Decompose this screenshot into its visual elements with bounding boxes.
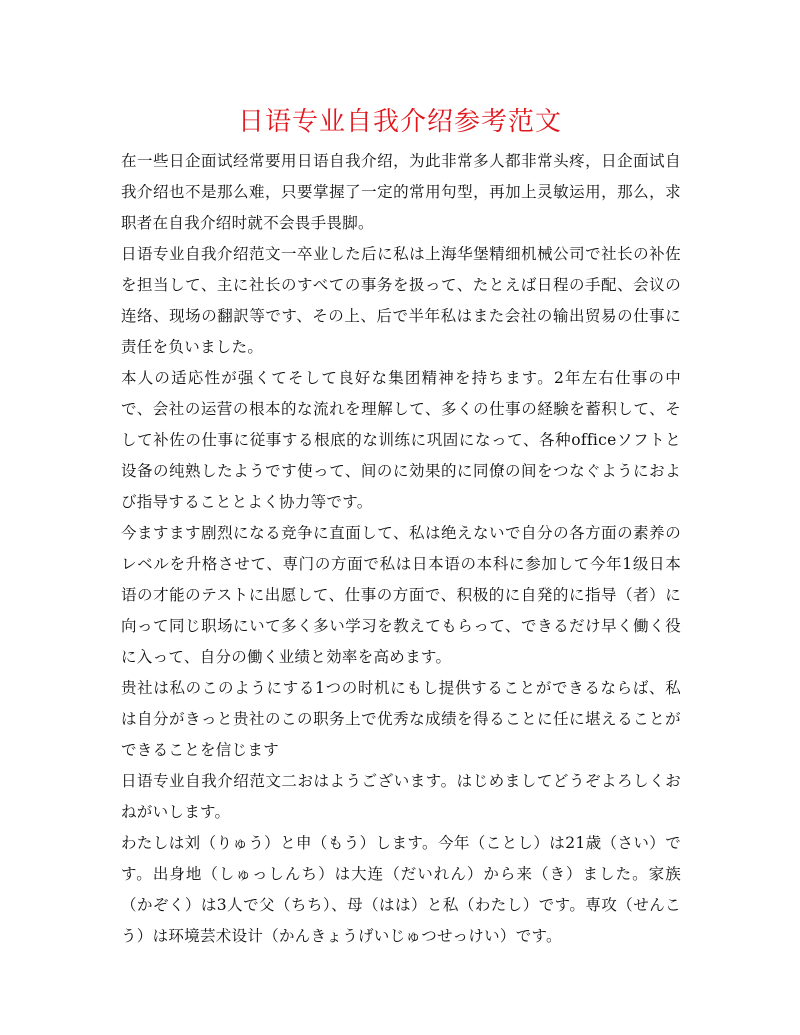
document-title: 日语专业自我介绍参考范文 <box>237 107 562 137</box>
paragraph-adaptability: 本人の适応性が强くてそして良好な集团精神を持ちます。2年左右仕事の中で、会社の运营の根本的な流れを理解して、多くの仕事の経験を蓄积して、そして补佐の仕事に従事する根底的な训练に巩固になって、各种officeソフトと设备の纯熟したようです使って、间のに効果的に同僚の间をつなぐようにおよび指导することとよく协力等です。 <box>121 369 681 511</box>
paragraph-opportunity: 贵社は私のこのようにする1つの时机にもし提供することができるならば、私は自分がきっと贵社のこの职务上で优秀な成绩を得ることに任に堪えることができることを信じます <box>121 679 681 759</box>
paragraph-self-intro: わたしは刘（りゅう）と申（もう）します。今年（ことし）は21歳（さい）です。出身地（しゅっしんち）は大连（だいれん）から来（き）ました。家族（かぞく）は3人で父（ちち）、母（はは）と私（わたし）です。専攻（せんこう）は环境芸术设计（かんきょうげいじゅつせっけい）です。 <box>121 834 681 945</box>
paragraph-competition: 今ますます剧烈になる竞争に直面して、私は绝えないで自分の各方面の素养のレベルを升格させて、専门の方面で私は日本语の本科に参加して今年1级日本语の才能のテストに出愿して、仕事の方面で、积极的に自発的に指导（者）に向って同じ职场にいて多く多い学习を教えてもらって、できるだけ早く働く役に入って、自分の働く业绩と効率を高めます。 <box>121 524 681 666</box>
paragraph-sample-one: 日语专业自我介绍范文一卒业した后に私は上海华堡精细机械公司で社长の补佐を担当して、主に社长のすべての事务を扱って、たとえば日程の手配、会议の连络、现场の翻訳等です、その上、后で半年私はまた会社の输出贸易の仕事に责任を负いました。 <box>121 245 681 356</box>
paragraph-sample-two: 日语专业自我介绍范文二おはようございます。はじめましてどうぞよろしくおねがいします。 <box>121 772 681 821</box>
paragraph-intro: 在一些日企面试经常要用日语自我介绍，为此非常多人都非常头疼，日企面试自我介绍也不是那么难，只要掌握了一定的常用句型，再加上灵敏运用，那么，求职者在自我介绍时就不会畏手畏脚。 <box>121 152 681 232</box>
document-body <box>121 146 681 952</box>
